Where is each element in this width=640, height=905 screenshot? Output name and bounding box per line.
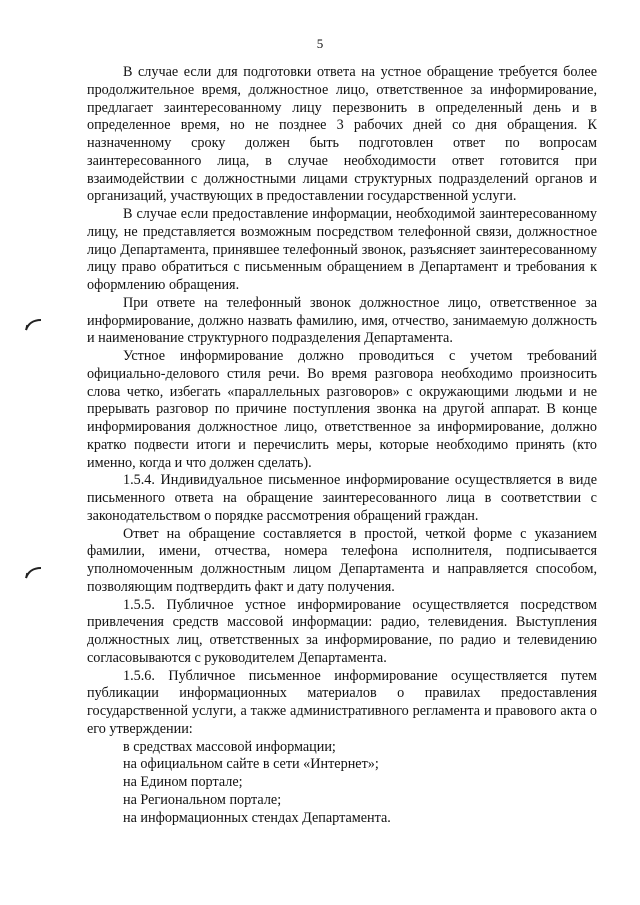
paragraph: В случае если предоставление информации, необходимой заинтересованному лицу, не представляется возможным посредством телефонной связи, должностное лицо Департамента, принявшее телефонный звонок, разъясняет заинтересованному лицу право обратиться с письменным обращением в Департамент и требования к оформлению обращения. (87, 206, 597, 293)
margin-mark-icon (24, 566, 44, 580)
list-item: на Едином портале; (123, 774, 243, 790)
document-body (87, 64, 597, 827)
paragraph: Устное информирование должно проводиться с учетом требований официально-делового стиля речи. Во время разговора необходимо произносить слова четко, избегать «параллельных разговоров» с окружающими людьми и не прерывать разговор по причине поступления звонка на другой аппарат. В конце информирования должностное лицо, ответственное за информирование, должно кратко подвести итоги и перечислить меры, которые необходимо принять (кто именно, когда и что должен сделать). (87, 348, 597, 471)
list-item: на официальном сайте в сети «Интернет»; (123, 756, 379, 773)
paragraph: Ответ на обращение составляется в простой, четкой форме с указанием фамилии, имени, отчества, номера телефона исполнителя, подписывается уполномоченным должностным лицом Департамента и направляется способом, позволяющим подтвердить факт и дату получения. (87, 525, 597, 595)
list-item: на Региональном портале; (123, 791, 282, 808)
page-number: 5 (316, 36, 324, 51)
paragraph: При ответе на телефонный звонок должностное лицо, ответственное за информирование, должно назвать фамилию, имя, отчество, занимаемую должность и наименование структурного подразделения Департамента. (87, 294, 597, 347)
list-item: на информационных стендах Департамента. (123, 809, 391, 826)
paragraph: В случае если для подготовки ответа на устное обращение требуется более продолжительное время, должностное лицо, ответственное за информирование, предлагает заинтересованному лицу перезвонить в определенный день и в определенное время, но не позднее 3 рабочих дней со дня обращения. К назначенному сроку должен быть подготовлен ответ по вопросам заинтересованного лица, в случае необходимости ответ готовится при взаимодействии с должностными лицами структурных подразделений органов и организаций, участвующих в предоставлении государственной услуги. (87, 64, 597, 205)
list-item: в средствах массовой информации; (123, 738, 336, 755)
margin-mark-icon (24, 318, 44, 332)
paragraph: 1.5.5. Публичное устное информирование осуществляется посредством привлечения средств массовой информации: радио, телевидения. Выступления должностных лиц, ответственных за информирование, по радио и телевидению согласовываются с руководителем Департамента. (87, 596, 597, 666)
paragraph: 1.5.4. Индивидуальное письменное информирование осуществляется в виде письменного ответа на обращение заинтересованного лица в соответствии с законодательством о порядке рассмотрения обращений граждан. (87, 472, 597, 524)
paragraph: 1.5.6. Публичное письменное информирование осуществляется путем публикации информационных материалов о правилах предоставления государственной услуги, а также административного регламента и правового акта о его утверждении: (87, 667, 597, 737)
